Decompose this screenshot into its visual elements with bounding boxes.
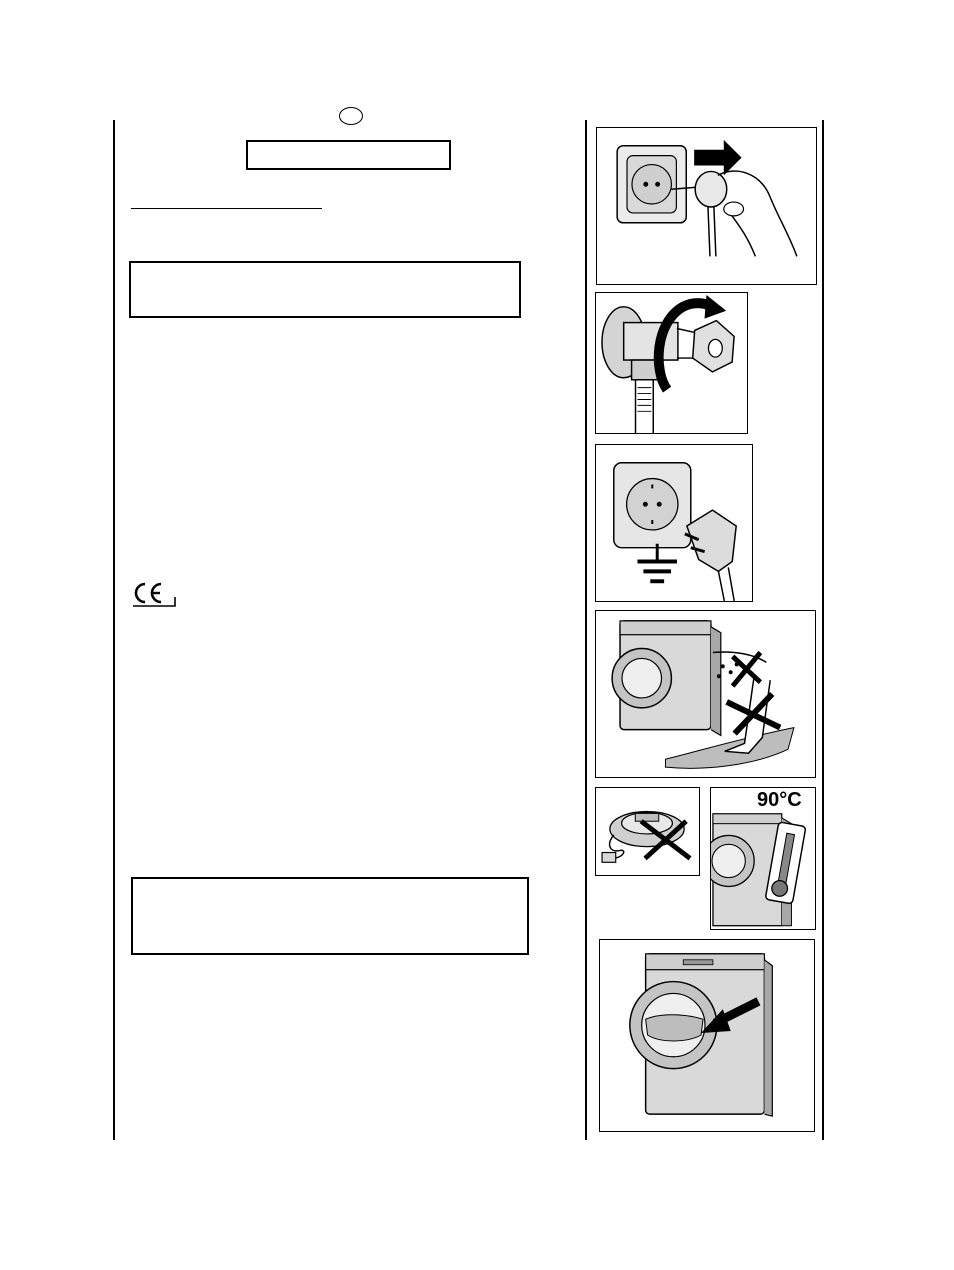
column-rule-left xyxy=(113,120,115,1140)
column-rule-middle xyxy=(585,120,587,1140)
page-title-box xyxy=(246,140,451,170)
ce-mark-icon xyxy=(131,580,177,608)
damaged-cord-illustration xyxy=(595,787,700,876)
language-badge xyxy=(339,107,363,125)
column-rule-right xyxy=(822,120,824,1140)
door-glass-illustration xyxy=(599,939,815,1132)
warning-box-bottom xyxy=(131,877,529,955)
section-heading-underline xyxy=(131,208,322,209)
warning-box-top xyxy=(129,261,521,318)
wet-hands-warning-illustration xyxy=(595,610,816,778)
hot-surface-temperature-label: 90°C xyxy=(757,789,802,811)
water-tap-illustration xyxy=(595,292,748,434)
earthed-socket-illustration xyxy=(595,444,753,602)
unplug-illustration xyxy=(596,127,817,285)
